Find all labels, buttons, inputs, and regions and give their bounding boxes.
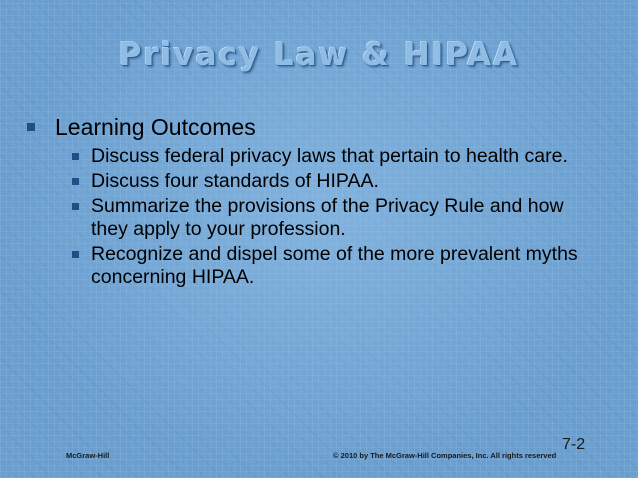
main-bullet-text: Learning Outcomes (55, 114, 256, 140)
list-item-text: Discuss federal privacy laws that pertain to health care. (91, 145, 568, 167)
square-bullet-icon (72, 153, 79, 160)
square-bullet-icon (72, 251, 79, 258)
list-item (72, 170, 587, 193)
main-bullet-item (27, 113, 587, 141)
slide-number: 7-2 (562, 436, 586, 453)
list-item-text: Summarize the provisions of the Privacy Rule and how they apply to your profession. (91, 195, 564, 240)
slide-title: Privacy Law & HIPAA (118, 37, 520, 73)
footer-publisher: McGraw-Hill (66, 451, 110, 460)
list-item (72, 195, 587, 241)
square-bullet-icon (72, 203, 79, 210)
list-item-text: Recognize and dispel some of the more prevalent myths concerning HIPAA. (91, 243, 578, 288)
footer-copyright: © 2010 by The McGraw-Hill Companies, Inc. All rights reserved (333, 451, 557, 460)
slide-content (27, 113, 587, 291)
list-item-text: Discuss four standards of HIPAA. (91, 170, 379, 192)
learning-outcomes-list (72, 145, 587, 289)
list-item (72, 243, 587, 289)
list-item (72, 145, 587, 168)
square-bullet-icon (27, 123, 35, 131)
square-bullet-icon (72, 178, 79, 185)
